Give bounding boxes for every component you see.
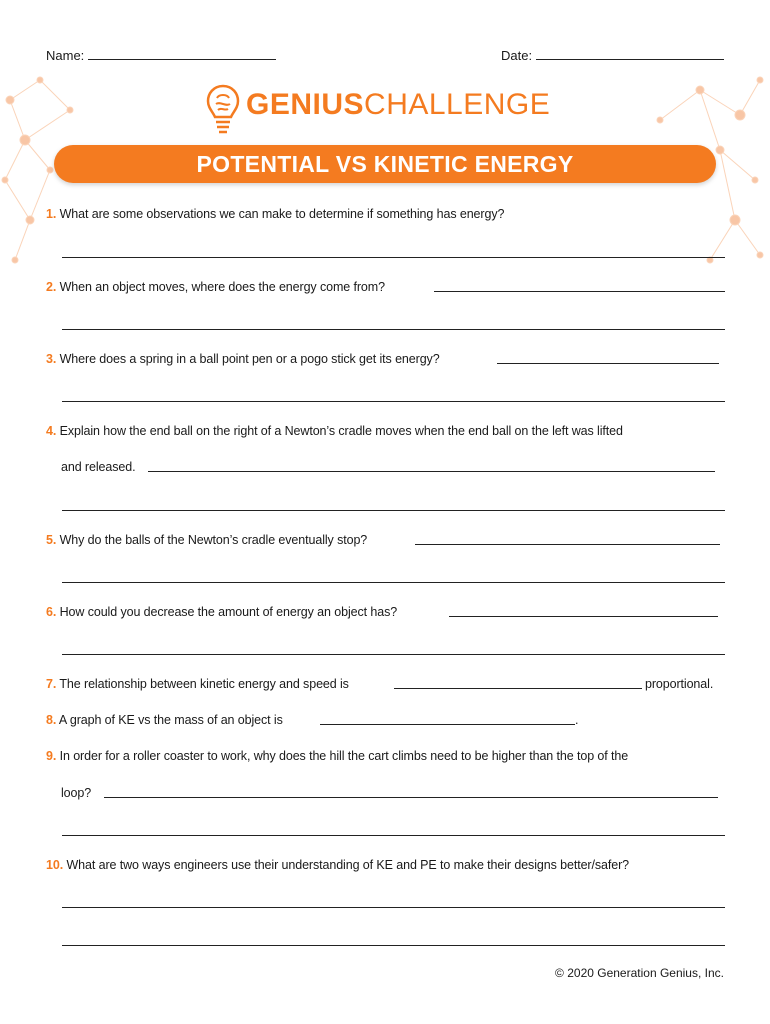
answer-line[interactable] xyxy=(62,329,725,330)
answer-line[interactable] xyxy=(62,945,725,946)
question-4 xyxy=(46,424,623,438)
question-text: What are two ways engineers use their understanding of KE and PE to make their designs better/safer? xyxy=(66,858,629,872)
answer-line[interactable] xyxy=(62,257,725,258)
name-blank[interactable] xyxy=(88,47,276,60)
question-text: . xyxy=(575,713,579,727)
question-number: 4. xyxy=(46,424,57,438)
question-number: 5. xyxy=(46,533,57,547)
question-text: loop? xyxy=(61,786,92,800)
answer-line[interactable] xyxy=(394,688,642,689)
answer-line[interactable] xyxy=(62,582,725,583)
answer-line[interactable] xyxy=(415,544,720,545)
answer-line[interactable] xyxy=(449,616,718,617)
question-text: When an object moves, where does the energy come from? xyxy=(59,280,385,294)
date-label: Date: xyxy=(501,48,533,63)
question-7-suffix xyxy=(645,677,713,691)
title-banner xyxy=(54,145,716,183)
question-number: 3. xyxy=(46,352,57,366)
answer-line[interactable] xyxy=(434,291,725,292)
question-number: 6. xyxy=(46,605,57,619)
question-number: 9. xyxy=(46,749,57,763)
answer-line[interactable] xyxy=(148,471,715,472)
question-5 xyxy=(46,533,367,547)
answer-line[interactable] xyxy=(62,907,725,908)
question-6 xyxy=(46,605,397,619)
question-text: Explain how the end ball on the right of a Newton’s cradle moves when the end ball on the left was lifted xyxy=(59,424,623,438)
question-10 xyxy=(46,858,629,872)
question-7 xyxy=(46,677,349,691)
genius-challenge-logo xyxy=(246,88,550,122)
question-8 xyxy=(46,713,283,727)
question-4-continued xyxy=(61,460,135,474)
answer-line[interactable] xyxy=(62,510,725,511)
logo-bold-text: GENIUS xyxy=(246,88,365,121)
question-text: Where does a spring in a ball point pen or a pogo stick get its energy? xyxy=(59,352,440,366)
question-text: In order for a roller coaster to work, why does the hill the cart climbs need to be higher than the top of the xyxy=(59,749,629,763)
question-9 xyxy=(46,749,628,763)
question-text: Why do the balls of the Newton’s cradle eventually stop? xyxy=(59,533,368,547)
question-text: and released. xyxy=(61,460,136,474)
question-2 xyxy=(46,280,385,294)
question-number: 1. xyxy=(46,207,57,221)
question-8-suffix xyxy=(575,713,578,727)
answer-line[interactable] xyxy=(497,363,719,364)
logo-light-text: CHALLENGE xyxy=(364,88,551,121)
question-text: proportional. xyxy=(645,677,714,691)
answer-line[interactable] xyxy=(62,401,725,402)
answer-line[interactable] xyxy=(104,797,718,798)
question-number: 7. xyxy=(46,677,57,691)
name-field xyxy=(46,47,276,63)
answer-line[interactable] xyxy=(62,654,725,655)
question-number: 8. xyxy=(46,713,57,727)
name-label: Name: xyxy=(46,48,85,63)
worksheet-title: POTENTIAL VS KINETIC ENERGY xyxy=(196,150,574,177)
lightbulb-brain-icon xyxy=(206,84,240,136)
question-1 xyxy=(46,207,504,221)
question-text: The relationship between kinetic energy and speed is xyxy=(59,677,349,691)
date-field xyxy=(501,47,724,63)
copyright-footer: © 2020 Generation Genius, Inc. xyxy=(555,966,724,980)
question-text: A graph of KE vs the mass of an object is xyxy=(58,713,283,727)
answer-line[interactable] xyxy=(62,835,725,836)
question-number: 10. xyxy=(46,858,64,872)
question-number: 2. xyxy=(46,280,57,294)
question-text: How could you decrease the amount of energy an object has? xyxy=(59,605,398,619)
question-3 xyxy=(46,352,440,366)
question-text: What are some observations we can make to determine if something has energy? xyxy=(59,207,505,221)
date-blank[interactable] xyxy=(536,47,724,60)
answer-line[interactable] xyxy=(320,724,575,725)
question-9-continued xyxy=(61,786,91,800)
